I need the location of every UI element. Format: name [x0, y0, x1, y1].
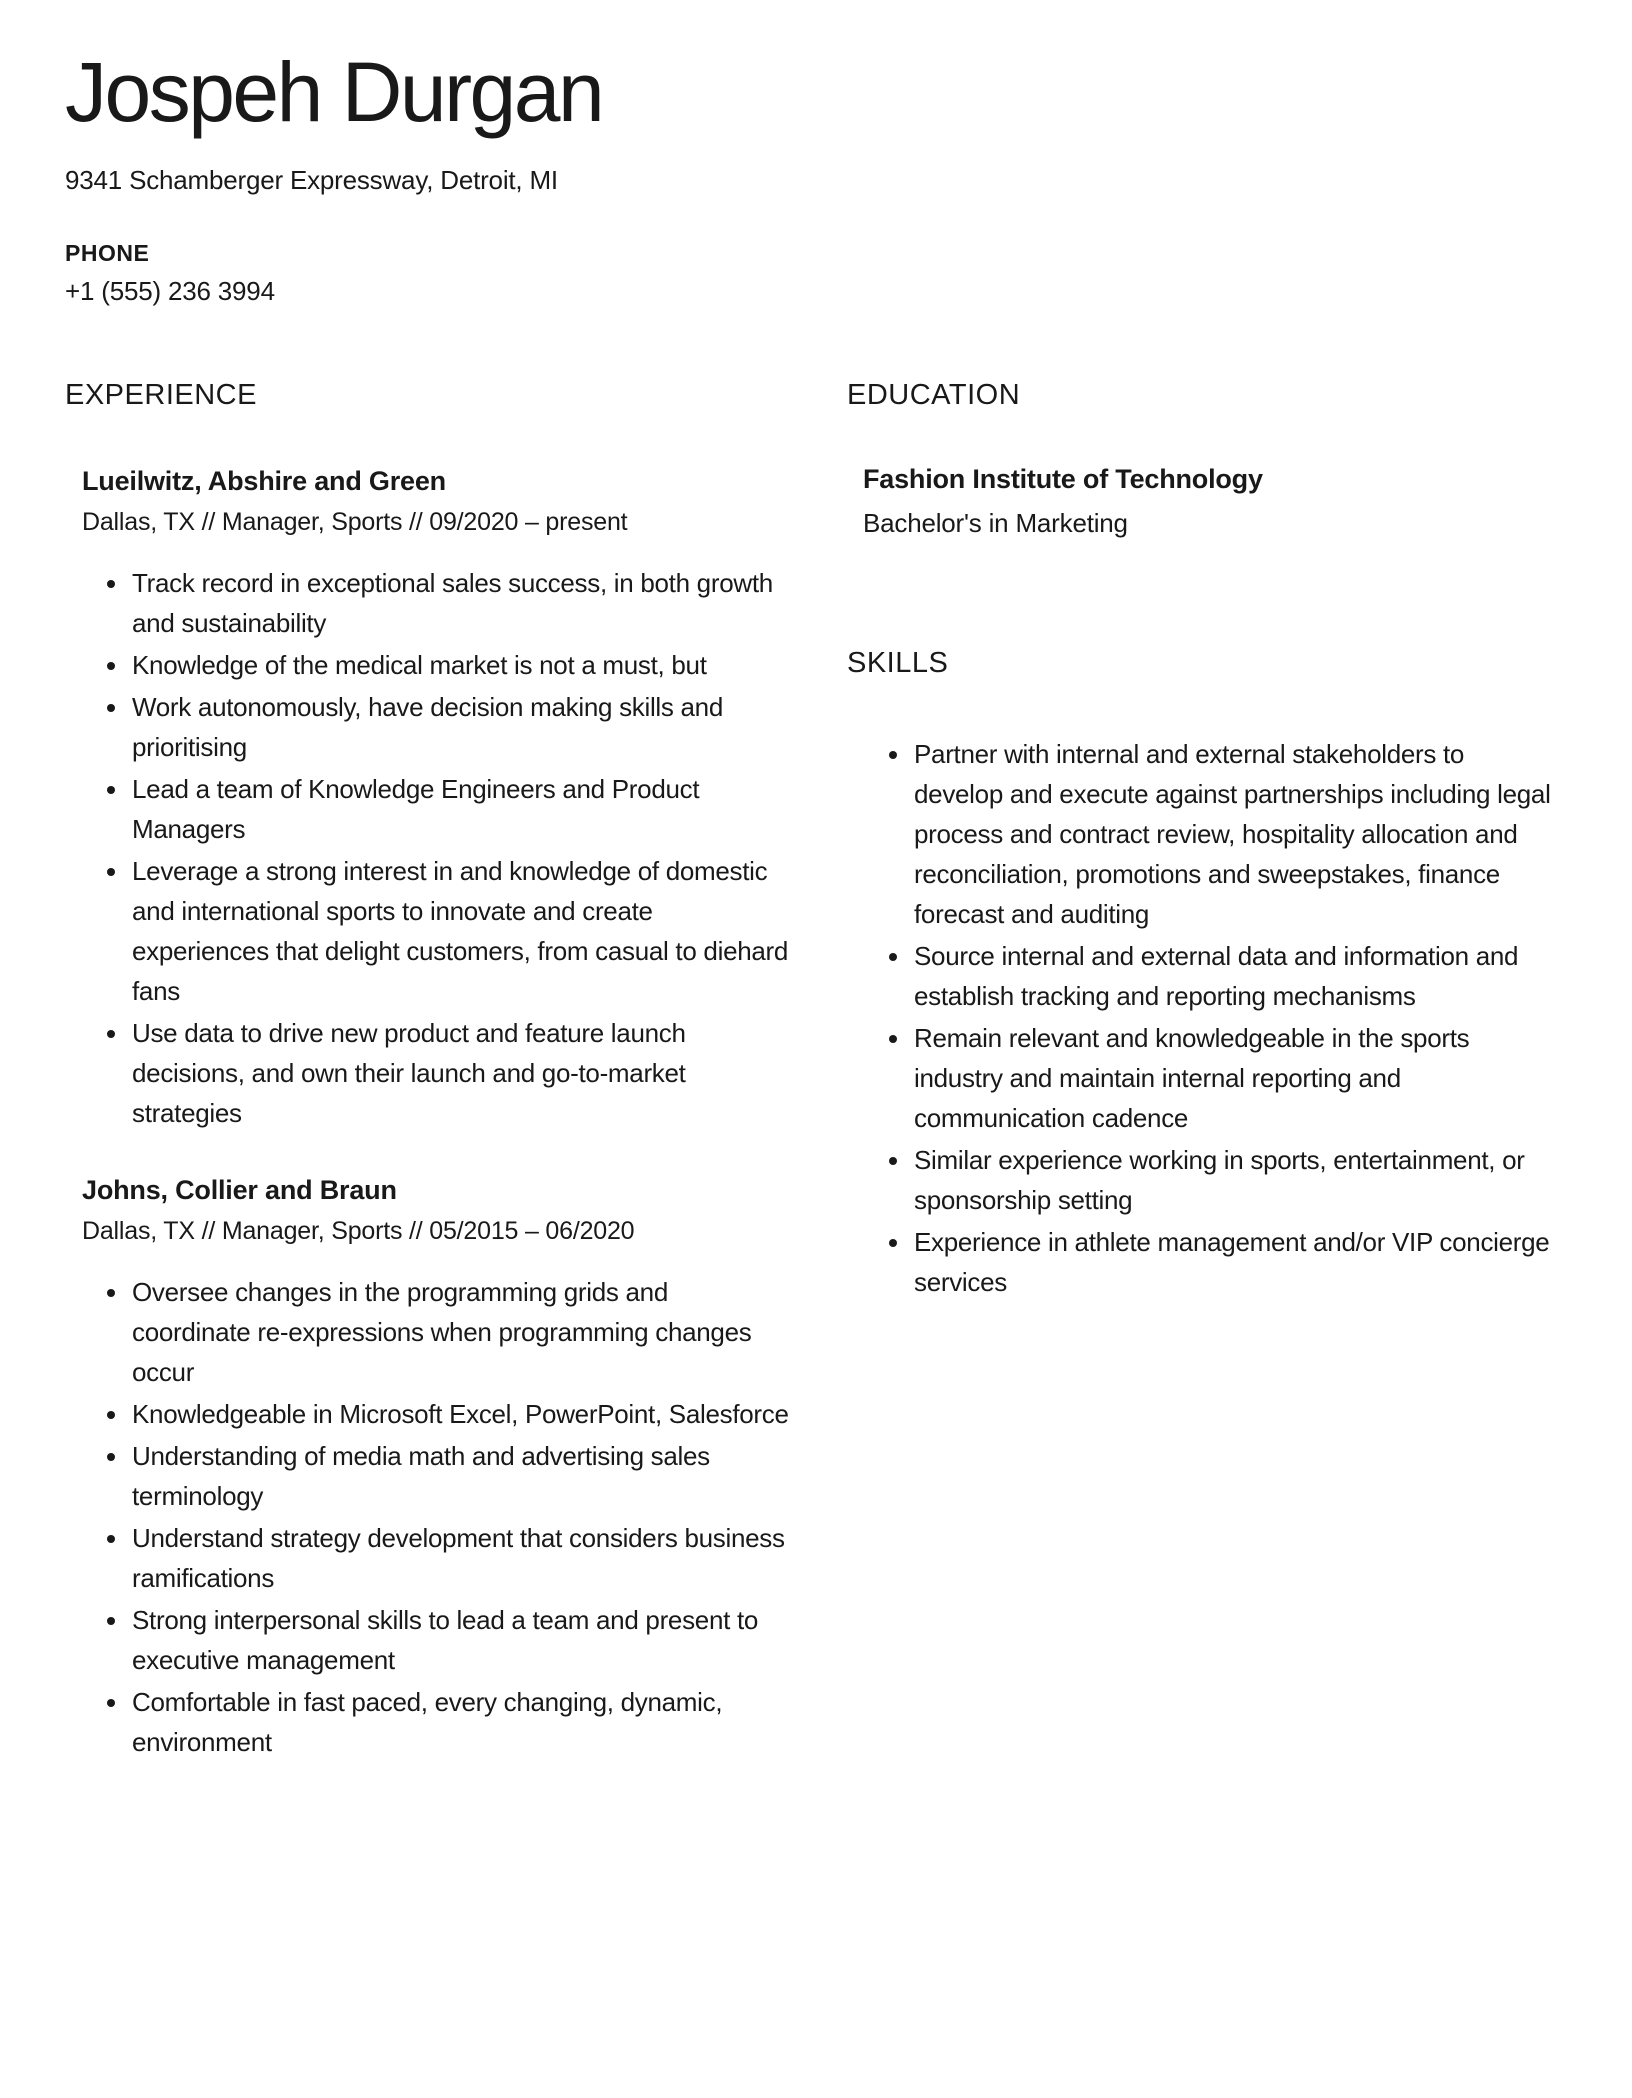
skills-bullet-list: [864, 734, 1556, 1302]
job-bullet: • Understand strategy development that considers business ramifications: [130, 1518, 790, 1598]
job-bullet: • Knowledge of the medical market is not a must, but: [130, 645, 790, 685]
education-school: Fashion Institute of Technology: [863, 464, 1263, 495]
phone-label: PHONE: [65, 240, 150, 267]
skills-section: [847, 647, 1556, 1302]
job-bullet: • Leverage a strong interest in and knowledge of domestic and international sports to innovate and create experiences that delight customers, from casual to diehard fans: [130, 851, 790, 1011]
experience-section: [65, 379, 790, 1764]
experience-heading: EXPERIENCE: [65, 379, 257, 412]
education-degree: Bachelor's in Marketing: [863, 508, 1128, 539]
education-heading: EDUCATION: [847, 379, 1021, 412]
job-company: Johns, Collier and Braun: [82, 1175, 397, 1206]
skill-bullet: • Source internal and external data and information and establish tracking and reporting mechanisms: [912, 936, 1556, 1016]
job-bullet-list: [82, 1272, 790, 1762]
job-bullet-list: [82, 563, 790, 1133]
skill-bullet: • Remain relevant and knowledgeable in the sports industry and maintain internal reporting and communication cadence: [912, 1018, 1556, 1138]
job-company: Lueilwitz, Abshire and Green: [82, 466, 446, 497]
address-line: 9341 Schamberger Expressway, Detroit, MI: [65, 165, 558, 196]
job-entry-1: [82, 466, 790, 1133]
right-column: [847, 379, 1556, 1304]
skill-bullet: • Experience in athlete management and/or VIP concierge services: [912, 1222, 1556, 1302]
resume-header: [65, 46, 1556, 307]
job-bullet: • Comfortable in fast paced, every changing, dynamic, environment: [130, 1682, 790, 1762]
skill-bullet: • Partner with internal and external stakeholders to develop and execute against partnerships including legal process and contract review, hospitality allocation and reconciliation, promotions and sweepstakes, finance forecast and auditing: [912, 734, 1556, 934]
job-bullet: • Track record in exceptional sales success, in both growth and sustainability: [130, 563, 790, 643]
job-entry-2: [82, 1175, 790, 1762]
person-name: Jospeh Durgan: [65, 45, 603, 139]
job-bullet: • Oversee changes in the programming grids and coordinate re-expressions when programming changes occur: [130, 1272, 790, 1392]
job-bullet: • Lead a team of Knowledge Engineers and Product Managers: [130, 769, 790, 849]
job-bullet: • Strong interpersonal skills to lead a team and present to executive management: [130, 1600, 790, 1680]
education-entry: [863, 464, 1556, 539]
job-bullet: • Work autonomously, have decision making skills and prioritising: [130, 687, 790, 767]
job-bullet: • Use data to drive new product and feature launch decisions, and own their launch and go-to-market strategies: [130, 1013, 790, 1133]
education-section: [847, 379, 1556, 539]
skill-bullet: • Similar experience working in sports, entertainment, or sponsorship setting: [912, 1140, 1556, 1220]
skills-heading: SKILLS: [847, 647, 949, 680]
job-meta: Dallas, TX // Manager, Sports // 05/2015 – 06/2020: [82, 1217, 635, 1246]
job-bullet: • Knowledgeable in Microsoft Excel, PowerPoint, Salesforce: [130, 1394, 790, 1434]
resume-columns: [65, 379, 1556, 1764]
job-bullet: • Understanding of media math and advertising sales terminology: [130, 1436, 790, 1516]
job-meta: Dallas, TX // Manager, Sports // 09/2020 – present: [82, 508, 628, 537]
phone-number: +1 (555) 236 3994: [65, 276, 275, 307]
